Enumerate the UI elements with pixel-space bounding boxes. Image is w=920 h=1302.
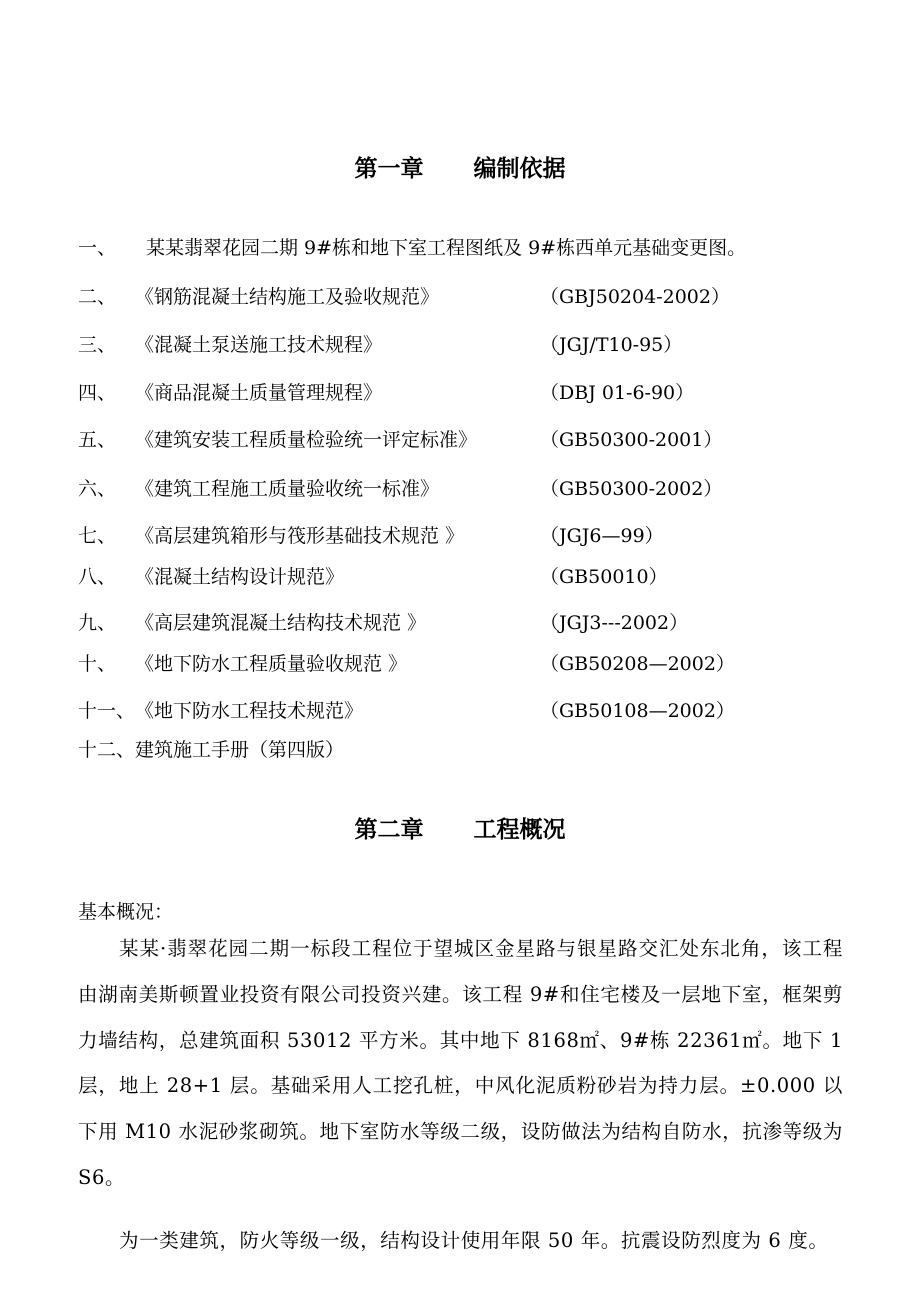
reference-name: 《地下防水工程质量验收规范 》 bbox=[135, 653, 408, 675]
reference-name: 建筑施工手册（第四版） bbox=[135, 739, 345, 761]
reference-name: 《混凝土结构设计规范》 bbox=[135, 566, 345, 588]
chapter-2-number: 第二章 bbox=[354, 817, 424, 843]
overview-paragraph-2: 为一类建筑，防火等级一级，结构设计使用年限 50 年。抗震设防烈度为 6 度。 bbox=[119, 1229, 829, 1252]
reference-index: 三、 bbox=[78, 334, 117, 356]
reference-name: 《建筑安装工程质量检验统一评定标准》 bbox=[135, 429, 478, 451]
reference-code: （GB50300-2001） bbox=[540, 429, 723, 451]
reference-item bbox=[78, 521, 898, 551]
reference-item bbox=[78, 233, 898, 263]
reference-item bbox=[78, 474, 898, 504]
reference-index: 六、 bbox=[78, 478, 117, 500]
reference-item bbox=[78, 425, 898, 455]
overview-paragraph-1: 某某·翡翠花园二期一标段工程位于望城区金星路与银星路交汇处东北角，该工程由湖南美斯顿置业投资有限公司投资兴建。该工程 9#和住宅楼及一层地下室，框架剪力墙结构，总建筑面积 53012 平方米。其中地下 8168㎡、9#栋 22361㎡。地下 1 层，地上 28+1 层。基础采用人工挖孔桩，中风化泥质粉砂岩为持力层。±0.000 以下用 M10 水泥砂浆砌筑。地下室防水等级二级，设防做法为结构自防水，抗渗等级为 S6。 bbox=[78, 937, 843, 1189]
reference-code: （GB50010） bbox=[540, 566, 668, 588]
reference-index: 一、 bbox=[78, 237, 117, 259]
reference-item bbox=[78, 282, 898, 312]
reference-index: 十、 bbox=[78, 653, 117, 675]
reference-code: （GB50208—2002） bbox=[540, 653, 735, 675]
reference-index: 四、 bbox=[78, 382, 117, 404]
reference-name: 《钢筋混凝土结构施工及验收规范》 bbox=[135, 286, 440, 308]
reference-item bbox=[78, 696, 898, 726]
reference-item bbox=[78, 608, 898, 638]
chapter-1-number: 第一章 bbox=[354, 156, 424, 182]
reference-item bbox=[78, 735, 898, 765]
reference-index: 九、 bbox=[78, 612, 117, 634]
reference-index: 五、 bbox=[78, 429, 117, 451]
reference-index: 十一、 bbox=[78, 700, 136, 722]
chapter-1-title: 编制依据 bbox=[473, 156, 566, 182]
reference-name: 某某翡翠花园二期 9#栋和地下室工程图纸及 9#栋西单元基础变更图。 bbox=[146, 237, 747, 259]
chapter-1-heading bbox=[0, 152, 920, 186]
chapter-2-title: 工程概况 bbox=[473, 817, 566, 843]
reference-index: 十二、 bbox=[78, 739, 136, 761]
overview-label: 基本概况： bbox=[78, 901, 174, 923]
reference-index: 二、 bbox=[78, 286, 117, 308]
reference-code: （GB50108—2002） bbox=[540, 700, 735, 722]
reference-name: 《建筑工程施工质量验收统一标准》 bbox=[135, 478, 440, 500]
reference-item bbox=[78, 378, 898, 408]
reference-code: （DBJ 01-6-90） bbox=[540, 382, 695, 404]
reference-index: 八、 bbox=[78, 566, 117, 588]
reference-name: 《高层建筑箱形与筏形基础技术规范 》 bbox=[135, 525, 465, 547]
chapter-2-heading bbox=[0, 813, 920, 847]
reference-code: （JGJ3---2002） bbox=[540, 612, 689, 634]
reference-code: （GBJ50204-2002） bbox=[540, 286, 730, 308]
reference-code: （JGJ6—99） bbox=[540, 525, 664, 547]
reference-item bbox=[78, 330, 898, 360]
reference-name: 《混凝土泵送施工技术规程》 bbox=[135, 334, 383, 356]
reference-name: 《地下防水工程技术规范》 bbox=[135, 700, 364, 722]
reference-item bbox=[78, 649, 898, 679]
reference-index: 七、 bbox=[78, 525, 117, 547]
reference-code: （GB50300-2002） bbox=[540, 478, 723, 500]
reference-name: 《高层建筑混凝土结构技术规范 》 bbox=[135, 612, 427, 634]
reference-code: （JGJ/T10-95） bbox=[540, 334, 683, 356]
reference-item bbox=[78, 562, 898, 592]
reference-name: 《商品混凝土质量管理规程》 bbox=[135, 382, 383, 404]
